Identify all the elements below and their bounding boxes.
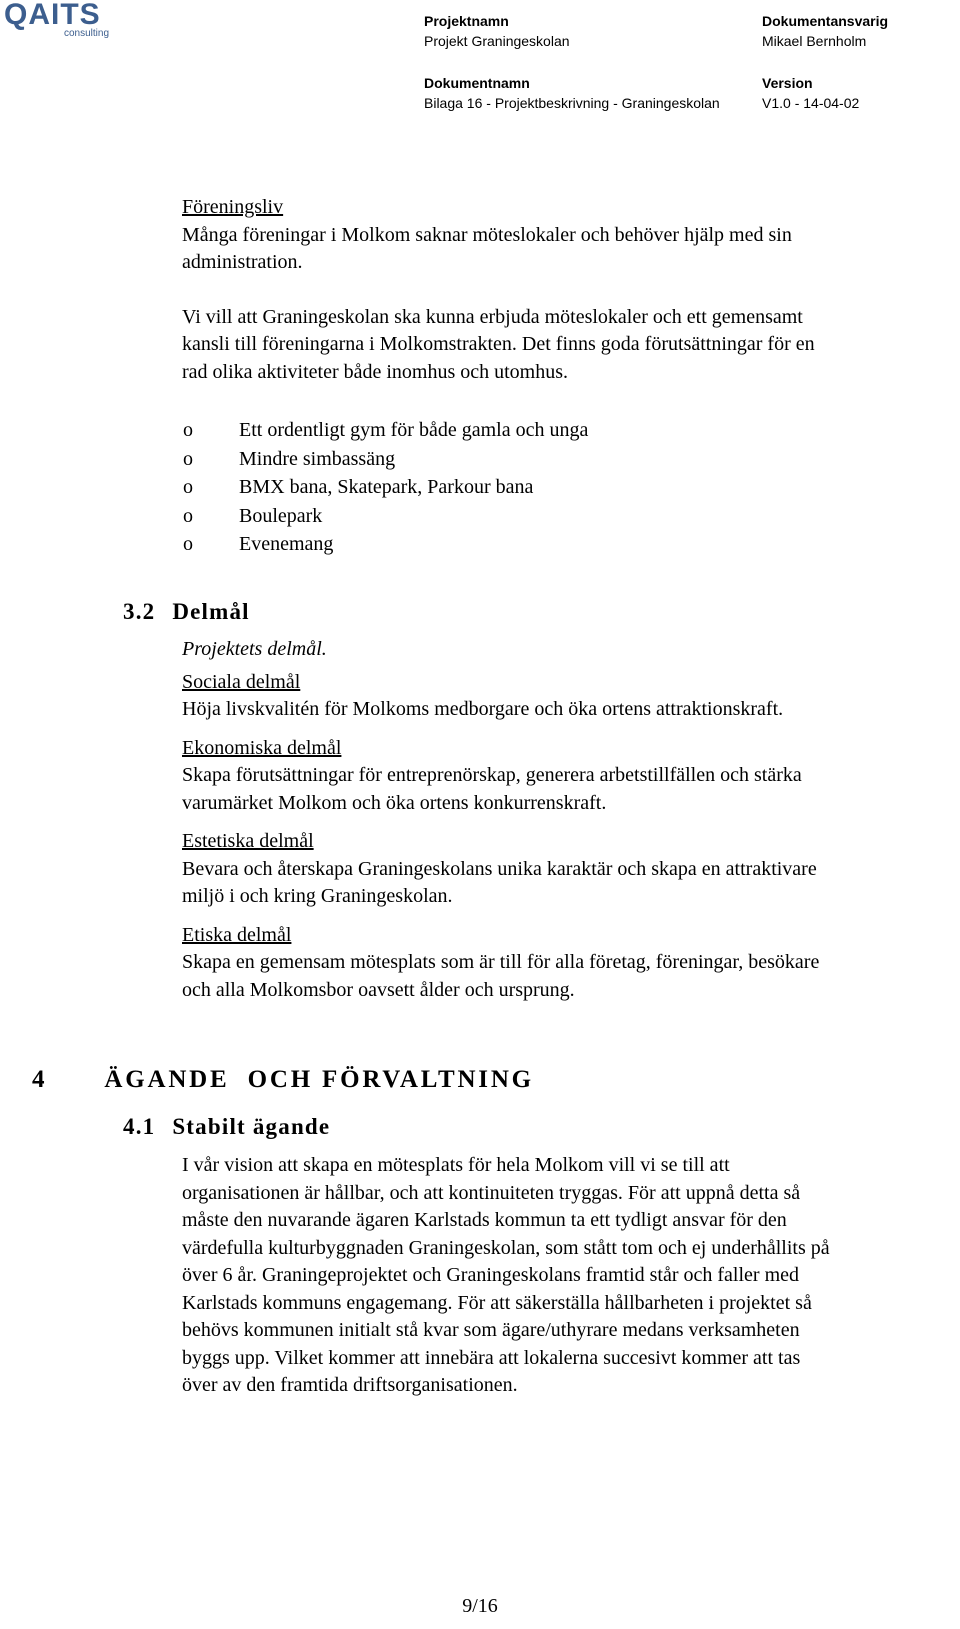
delmal-heading: Etiska delmål	[182, 923, 292, 946]
header-version	[762, 73, 859, 113]
section-number: 4.1	[123, 1114, 156, 1139]
list-item	[183, 530, 883, 559]
text-line: Vi vill att Graningeskolan ska kunna erbjuda möteslokaler och ett gemensamt	[182, 305, 803, 328]
company-logo	[4, 2, 124, 40]
text-line: över 6 år. Graningeprojektet och Graningeskolans framtid står och faller med	[182, 1264, 800, 1286]
section-title: ÄGANDE OCH FÖRVALTNING	[104, 1066, 534, 1093]
logo-subtext: consulting	[64, 28, 110, 39]
text-line: organisationen är hållbar, och att kontinuiteten tryggas. För att uppnå detta så	[182, 1181, 801, 1204]
text-line: byggs upp. Vilket kommer att innebära att lokalerna succesivt kommer att tas	[182, 1346, 801, 1369]
version-label: Version	[762, 75, 813, 91]
section-4-1-heading	[123, 1114, 330, 1140]
foreningsliv-heading: Föreningsliv	[182, 196, 284, 218]
text-line: Höja livskvalitén för Molkoms medborgare och öka ortens attraktionskraft.	[182, 698, 784, 720]
delmal-heading: Ekonomiska delmål	[182, 736, 342, 759]
text-line: och alla Molkomsbor oavsett ålder och ursprung.	[182, 978, 575, 1001]
foreningsliv-section	[182, 194, 952, 386]
header-project-name	[424, 11, 570, 51]
text-line: varumärket Molkom och öka ortens konkurrenskraft.	[182, 791, 607, 814]
text-line: kansli till föreningarna i Molkomstrakten. Det finns goda förutsättningar för en	[182, 333, 815, 355]
text-line: Bevara och återskapa Graningeskolans unika karaktär och skapa en attraktivare	[182, 857, 817, 880]
project-name-value: Projekt Graningeskolan	[424, 33, 570, 49]
delmal-intro: Projektets delmål.	[182, 638, 327, 660]
section-3-2-heading	[123, 599, 250, 625]
section-number: 3.2	[123, 599, 156, 624]
foreningsliv-paragraph-1	[182, 222, 952, 277]
document-name-value: Bilaga 16 - Projektbeskrivning - Graningeskolan	[424, 95, 720, 111]
text-line: Karlstads kommuns engagemang. För att säkerställa hållbarheten i projektet så	[182, 1291, 812, 1314]
activity-bullet-list	[183, 416, 883, 559]
delmal-heading: Estetiska delmål	[182, 830, 314, 852]
text-line: Många föreningar i Molkom saknar möteslokaler och behöver hjälp med sin	[182, 223, 792, 246]
delmal-content	[182, 636, 952, 1004]
bullet-text: BMX bana, Skatepark, Parkour bana	[239, 476, 534, 498]
document-owner-label: Dokumentansvarig	[762, 13, 889, 29]
text-line: miljö i och kring Graningeskolan.	[182, 885, 453, 907]
bullet-text: Mindre simbassäng	[239, 447, 396, 470]
section-number: 4	[32, 1066, 48, 1093]
document-owner-value: Mikael Bernholm	[762, 33, 867, 49]
bullet-marker: o	[183, 476, 193, 498]
text-line: administration.	[182, 251, 303, 273]
text-line: Skapa en gemensam mötesplats som är till för alla företag, föreningar, besökare	[182, 951, 820, 973]
text-line: I vår vision att skapa en mötesplats för hela Molkom vill vi se till att	[182, 1154, 730, 1176]
delmal-item-etiska	[182, 922, 952, 1005]
delmal-item-estetiska	[182, 828, 952, 911]
text-line: måste den nuvarande ägaren Karlstads kommun ta ett tydligt ansvar för den	[182, 1209, 787, 1231]
text-line: Skapa förutsättningar för entreprenörskap, generera arbetstillfällen och stärka	[182, 764, 802, 786]
bullet-marker: o	[183, 504, 193, 527]
stabilt-agande-paragraph	[182, 1152, 957, 1400]
delmal-item-ekonomiska	[182, 735, 952, 818]
version-value: V1.0 - 14-04-02	[762, 95, 860, 111]
bullet-marker: o	[183, 533, 193, 555]
bullet-text: Evenemang	[239, 533, 334, 555]
page-number: 9/16	[462, 1595, 498, 1617]
text-line: rad olika aktiviteter både inomhus och utomhus.	[182, 360, 569, 383]
project-name-label: Projektnamn	[424, 13, 509, 29]
delmal-heading: Sociala delmål	[182, 670, 301, 693]
bullet-text: Boulepark	[239, 504, 323, 527]
header-document-name	[424, 73, 720, 113]
foreningsliv-paragraph-2	[182, 304, 952, 387]
section-4-heading	[32, 1066, 534, 1094]
text-line: över av den framtida driftsorganisationen.	[182, 1374, 518, 1396]
bullet-text: Ett ordentligt gym för både gamla och unga	[239, 419, 589, 441]
list-item	[183, 502, 883, 531]
document-name-label: Dokumentnamn	[424, 75, 530, 91]
list-item	[183, 445, 883, 474]
list-item	[183, 473, 883, 502]
text-line: värdefulla kulturbyggnaden Graningeskolan, som stått tom och ej underhållits på	[182, 1236, 830, 1259]
section-title: Stabilt ägande	[172, 1114, 331, 1139]
bullet-marker: o	[183, 447, 193, 470]
bullet-marker: o	[183, 419, 193, 441]
text-line: behövs kommunen initialt stå kvar som ägare/uthyrare medans verksamheten	[182, 1319, 800, 1341]
delmal-item-sociala	[182, 669, 952, 724]
section-title: Delmål	[172, 599, 250, 624]
header-document-owner	[762, 11, 888, 51]
list-item	[183, 416, 883, 445]
logo-wordmark: QAITS	[4, 0, 101, 31]
